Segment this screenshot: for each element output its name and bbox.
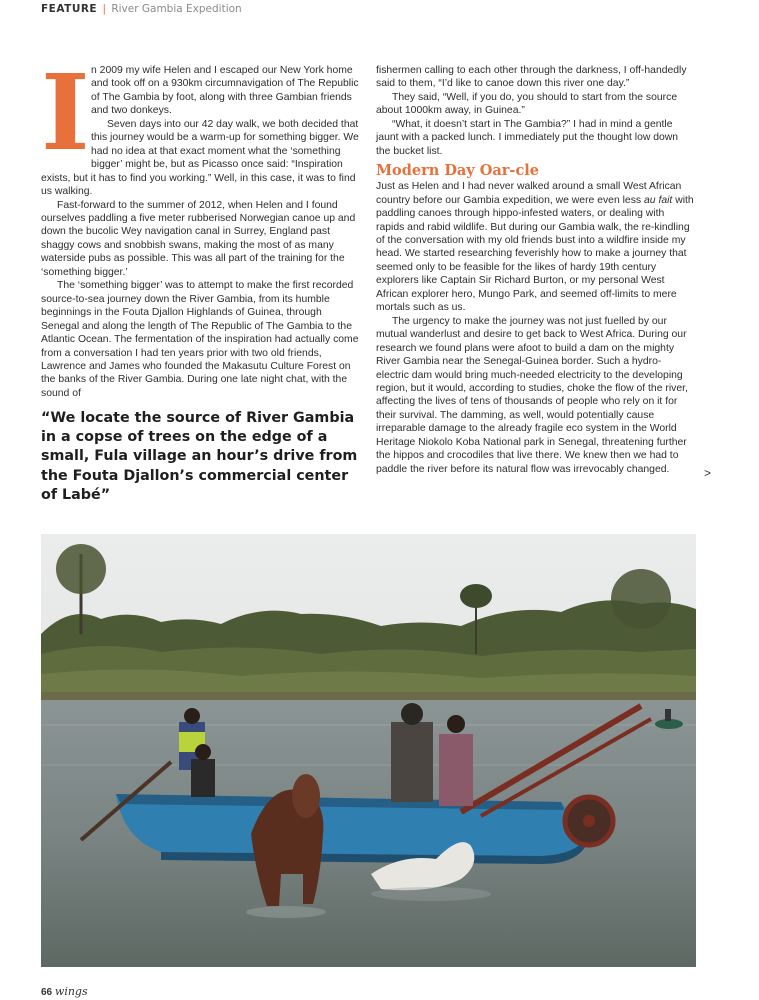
header-subtitle: River Gambia Expedition [111, 3, 242, 15]
paragraph-1: n 2009 my wife Helen and I escaped our New York home and took off on a 930km circumnavigation of The Republic of The Gambia by foot, along with three Gambian friends and two donkeys. [91, 65, 359, 117]
paragraph-6: They said, “Well, if you do, you should to start from the source about 1000km away, in Guinea.” [376, 91, 678, 117]
next-page-arrow[interactable]: > [704, 466, 712, 480]
paragraph-9: The urgency to make the journey was not just fuelled by our mutual wanderlust and desire to get back to West Africa. During our research we found plans were afoot to build a dam on the mighty River Gambia near the Senegal-Guinea border. Such a hydro-electric dam would bring much-needed electricity to the developing region, but it would, according to studies, choke the flow of the river, affecting the lives of tens of thousands of people who rely on it for their survival. The damming, as well, would potentially cause irreparable damage to the already fragile eco system in the World Heritage Niokolo Koba National park in Senegal, threatening further the hippos and crocodiles that live there. We knew then we had to paddle the river before its natural flow was irrevocably changed. [376, 315, 688, 475]
pull-quote: “We locate the source of River Gambia in a copse of trees on the edge of a small, Fula village an hour’s drive from the Fouta Djallon’s commercial center of Labé” [41, 410, 358, 503]
page-number: 66 [41, 987, 53, 998]
article-column-left [41, 51, 361, 400]
river-photo [41, 534, 696, 967]
header-separator: | [102, 3, 106, 15]
paragraph-5: fishermen calling to each other through the darkness, I off-handedly said to them, “I’d like to canoe down this river one day.” [376, 65, 687, 90]
paragraph-7: “What, it doesn’t start in The Gambia?” I had in mind a gentle jaunt with a packed lunch. I immediately put the thought low down the bucket list. [376, 118, 679, 157]
section-heading: Modern Day Oar-cle [376, 162, 540, 180]
drop-cap: I [41, 51, 90, 174]
paragraph-2: Seven days into our 42 day walk, we both decided that this journey would be a warm-up for something bigger. We had no idea at that exact moment what the ‘something bigger’ might be, but as Picasso once said: “Inspiration exists, but it has to find you working.” Well, in this case, it was to find us walking. [41, 118, 359, 198]
article-column-right [376, 64, 694, 476]
paragraph-3: Fast-forward to the summer of 2012, when Helen and I found ourselves paddling a five meter rubberised Norwegian canoe up and down the bucolic Wey navigation canal in Surrey, England past shaggy cows and snobbish swans, making the most of as many waterside pubs as possible. This was all part of the training for the ‘something bigger.’ [41, 199, 356, 278]
paragraph-8: Just as Helen and I had never walked around a small West African country before our Gambia expedition, we were even less au fait with paddling canoes through hippo-infested waters, or dealing with rapids and rabid wildlife. But during our Gambia walk, the re-kindling of the conversation with my old friends bust into a wildfire inside my head. We started researching feverishly how to make a journey that seemed only to be feasible for the likes of hardy 19th century explorers like Captain Sir Richard Burton, or my personal West African explorer hero, Mungo Park, and seemed off-limits to mere mortals such as us. [376, 181, 694, 314]
magazine-logo: wings [54, 985, 88, 998]
page-header [41, 3, 242, 15]
page-footer [41, 985, 88, 998]
paragraph-4: The ‘something bigger’ was to attempt to make the first recorded source-to-sea journey down the River Gambia, from its humble beginnings in the Fouta Djallon Highlands of Guinea, through Senegal and along the length of The Republic of The Gambia to the Atlantic Ocean. The fermentation of the inspiration had actually come from a conversation I had ten years prior with two old friends, Lawrence and James who founded the Makasutu Culture Forest on the banks of the River Gambia. During one late night chat, with the sound of [41, 280, 359, 399]
section-label: FEATURE [41, 3, 98, 15]
